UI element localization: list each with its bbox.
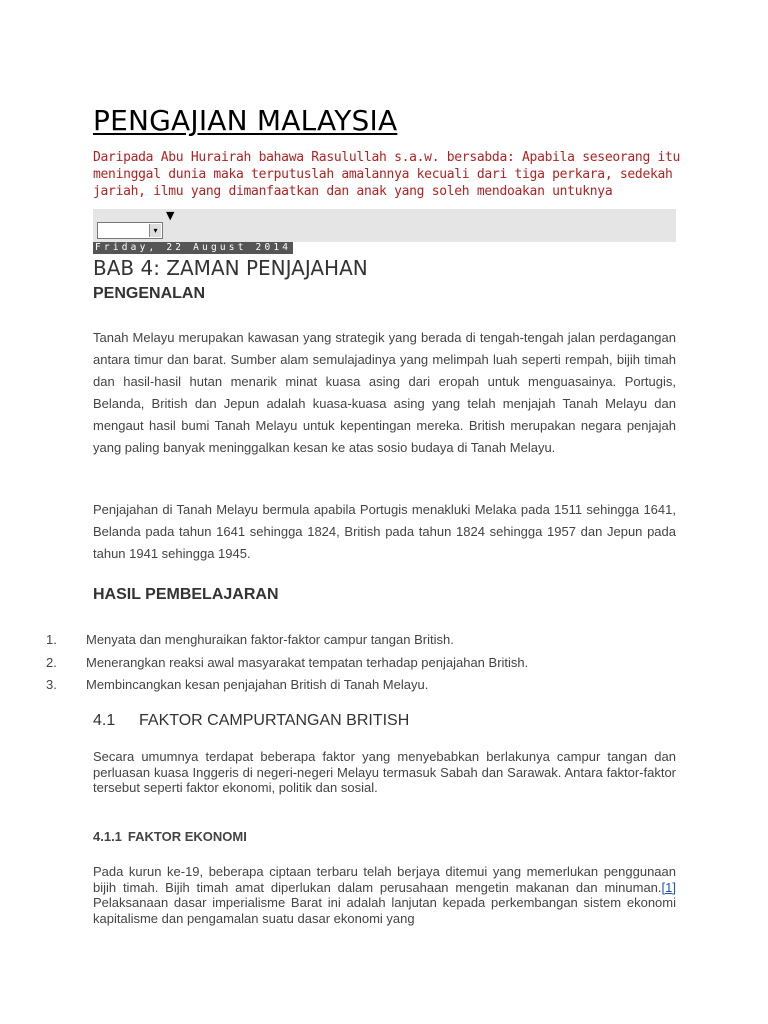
navbar (93, 209, 676, 242)
intro-paragraph-1: Tanah Melayu merupakan kawasan yang strategik yang berada di tengah-tengah jalan perdagangan antara timur dan barat. Sumber alam semulajadinya yang melimpah luah seperti rempah, bijih timah dan hasil-hasil hutan menarik minat kuasa asing dari eropah untuk menguasainya. Portugis, Belanda, British dan Jepun adalah kuasa-kuasa asing yang telah menjajah Tanah Melayu dan mengaut hasil bumi Tanah Melayu untuk kepentingan mereka. British merupakan negara penjajah yang paling banyak meninggalkan kesan ke atas sosio budaya di Tanah Melayu. (93, 330, 676, 455)
subsection-paragraph (93, 864, 676, 926)
subsection-text-after: Pelaksanaan dasar imperialisme Barat ini adalah lanjutan kepada perkembangan sistem ekonomi kapitalisme dan pengamalan suatu dasar ekonomi yang (93, 895, 676, 926)
outcomes-heading: HASIL PEMBELAJARAN (93, 586, 279, 603)
subsection-heading (93, 829, 247, 844)
subsection-number: 4.1.1 (93, 829, 122, 844)
list-item-text: Membincangkan kesan penjajahan British di Tanah Melayu. (86, 677, 429, 692)
section-paragraph: Secara umumnya terdapat beberapa faktor yang menyebabkan berlakunya campur tangan dan perluasan kuasa Inggeris di negeri-negeri Melayu termasuk Sabah dan Sarawak. Antara faktor-faktor tersebut seperti faktor ekonomi, politik dan sosial. (93, 749, 676, 795)
archive-select[interactable] (97, 222, 163, 239)
list-item (0, 632, 700, 652)
footnote-link[interactable]: [1] (661, 879, 676, 895)
dropdown-arrow-icon[interactable]: ▼ (166, 209, 175, 222)
post-title[interactable]: BAB 4: ZAMAN PENJAJAHAN (93, 256, 368, 280)
list-item-number: 1. (46, 632, 57, 647)
subsection-text-before: Pada kurun ke-19, beberapa ciptaan terbaru telah berjaya ditemui yang memerlukan penggunaan bijih timah. Bijih timah amat diperlukan dalam perusahaan mengetin makanan dan minuman. (93, 864, 676, 895)
post-date: Friday, 22 August 2014 (95, 242, 292, 253)
section-number: 4.1 (93, 712, 116, 729)
list-item (0, 655, 700, 675)
intro-heading: PENGENALAN (93, 285, 206, 302)
list-item (0, 677, 700, 697)
blog-description: Daripada Abu Hurairah bahawa Rasulullah s.a.w. bersabda: Apabila seseorang itu meninggal dunia maka terputuslah amalannya kecuali dari tiga perkara, sedekah jariah, ilmu yang dimanfaatkan dan anak yang soleh mendoakan untuknya (93, 150, 681, 199)
chevron-down-icon[interactable]: ▾ (149, 224, 161, 237)
list-item-text: Menerangkan reaksi awal masyarakat tempatan terhadap penjajahan British. (86, 655, 529, 670)
list-item-number: 2. (46, 655, 57, 670)
list-item-number: 3. (46, 677, 57, 692)
section-heading (93, 712, 409, 730)
subsection-title: FAKTOR EKONOMI (127, 829, 247, 844)
section-title: FAKTOR CAMPURTANGAN BRITISH (139, 712, 410, 729)
intro-paragraph-2: Penjajahan di Tanah Melayu bermula apabila Portugis menakluki Melaka pada 1511 sehingga 1641, Belanda pada tahun 1641 sehingga 1824, British pada tahun 1824 sehingga 1957 dan Jepun pada tahun 1941 sehingga 1945. (93, 502, 676, 561)
blog-title[interactable]: PENGAJIAN MALAYSIA (93, 104, 398, 137)
list-item-text: Menyata dan menghuraikan faktor-faktor campur tangan British. (86, 632, 454, 647)
